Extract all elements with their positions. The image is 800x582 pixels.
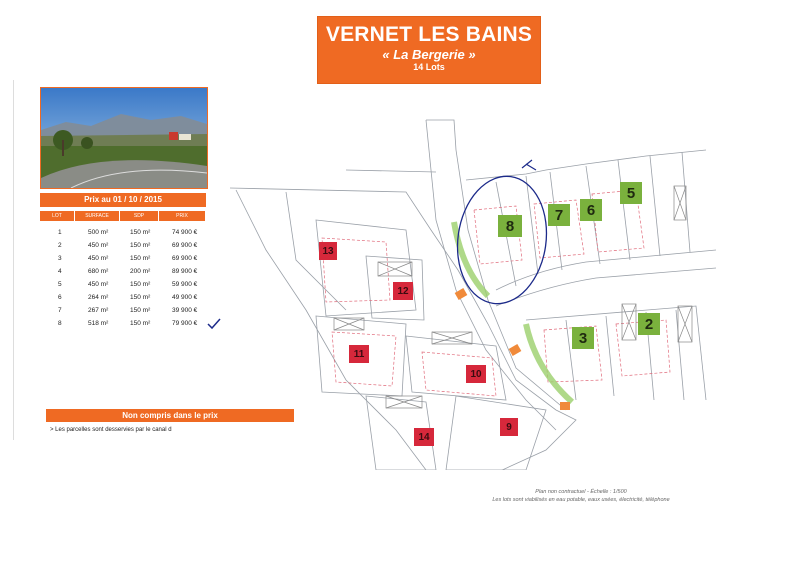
lot-14[interactable]: 14 (414, 428, 434, 446)
pen-check-mark (207, 318, 221, 333)
lot-8[interactable]: 8 (498, 215, 522, 237)
plan-caption: Plan non contractuel - Échelle : 1/500 Les lots sont viabilisés en eau potable, eaux usées, électricité, téléphone (492, 489, 670, 503)
table-row: 5 450 m² 150 m² 59 900 € (58, 281, 198, 288)
title-banner (318, 17, 540, 83)
table-row: 8 518 m² 150 m² 79 900 € (58, 320, 198, 327)
landscape-photo (40, 87, 208, 189)
lot-2[interactable]: 2 (638, 313, 660, 335)
title-lots: 14 Lots (413, 62, 445, 72)
col-lot: LOT (40, 211, 74, 221)
lot-6[interactable]: 6 (580, 199, 602, 221)
col-prix: PRIX (159, 211, 205, 221)
table-header (40, 211, 206, 221)
col-surface: SURFACE (75, 211, 119, 221)
lot-10[interactable]: 10 (466, 365, 486, 383)
lot-7[interactable]: 7 (548, 204, 570, 226)
table-row: 2 450 m² 150 m² 69 900 € (58, 242, 198, 249)
network-note: > Les parcelles sont desservies par le canal d (50, 427, 172, 433)
table-row: 4 680 m² 200 m² 89 900 € (58, 268, 198, 275)
lot-12[interactable]: 12 (393, 282, 413, 300)
not-included-bar: Non compris dans le prix (46, 409, 294, 422)
table-row: 7 267 m² 150 m² 39 900 € (58, 307, 198, 314)
lot-11[interactable]: 11 (349, 345, 369, 363)
table-row: 1 500 m² 150 m² 74 900 € (58, 229, 198, 236)
lot-9[interactable]: 9 (500, 418, 518, 436)
title-sub: « La Bergerie » (382, 47, 476, 62)
lot-13[interactable]: 13 (319, 242, 337, 260)
col-sdp: SDP (120, 211, 158, 221)
table-row: 3 450 m² 150 m² 69 900 € (58, 255, 198, 262)
price-date-bar: Prix au 01 / 10 / 2015 (40, 193, 206, 207)
lot-3[interactable]: 3 (572, 327, 594, 349)
lot-5[interactable]: 5 (620, 182, 642, 204)
title-main: VERNET LES BAINS (325, 23, 533, 46)
site-plan (226, 110, 716, 470)
table-row: 6 264 m² 150 m² 49 900 € (58, 294, 198, 301)
